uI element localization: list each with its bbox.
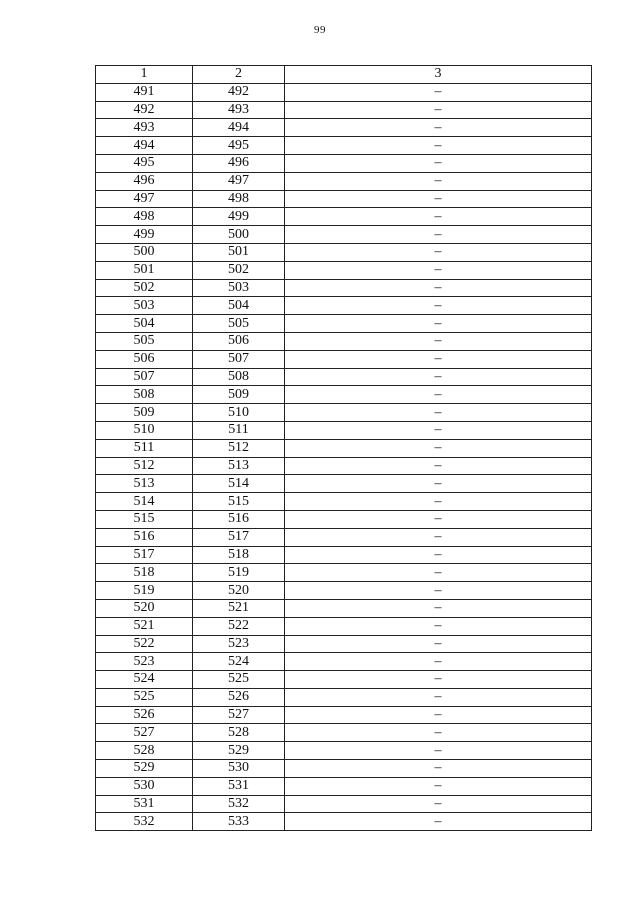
table-cell: 500 xyxy=(96,243,193,261)
table-row xyxy=(96,368,592,386)
table-cell: 511 xyxy=(96,439,193,457)
table-cell: – xyxy=(285,688,592,706)
table-cell: – xyxy=(285,653,592,671)
table-cell: 508 xyxy=(193,368,285,386)
table-cell: – xyxy=(285,742,592,760)
table-cell: – xyxy=(285,564,592,582)
table-row xyxy=(96,617,592,635)
table-row xyxy=(96,546,592,564)
table-cell: 518 xyxy=(96,564,193,582)
table-cell: – xyxy=(285,279,592,297)
table-cell: 502 xyxy=(193,261,285,279)
table-cell: 528 xyxy=(96,742,193,760)
table-row xyxy=(96,582,592,600)
table-cell: 492 xyxy=(96,101,193,119)
table-cell: – xyxy=(285,457,592,475)
table-cell: – xyxy=(285,795,592,813)
table-cell: 511 xyxy=(193,421,285,439)
table-cell: 499 xyxy=(96,226,193,244)
table-cell: 515 xyxy=(193,493,285,511)
table-cell: 512 xyxy=(96,457,193,475)
table-row xyxy=(96,243,592,261)
table-row xyxy=(96,564,592,582)
table-row xyxy=(96,671,592,689)
table-cell: 506 xyxy=(193,332,285,350)
table-row xyxy=(96,653,592,671)
table-cell: – xyxy=(285,617,592,635)
table-cell: – xyxy=(285,724,592,742)
table-cell: 510 xyxy=(96,421,193,439)
table-cell: 495 xyxy=(193,137,285,155)
table-row xyxy=(96,599,592,617)
table-cell: 519 xyxy=(193,564,285,582)
table-cell: 505 xyxy=(193,315,285,333)
table-cell: – xyxy=(285,208,592,226)
table-cell: 522 xyxy=(193,617,285,635)
table-row xyxy=(96,724,592,742)
table-cell: 497 xyxy=(96,190,193,208)
table-cell: 517 xyxy=(193,528,285,546)
data-table xyxy=(95,65,592,831)
table-cell: – xyxy=(285,439,592,457)
table-cell: 532 xyxy=(96,813,193,831)
table-cell: – xyxy=(285,261,592,279)
table-cell: 501 xyxy=(96,261,193,279)
table-row xyxy=(96,261,592,279)
table-cell: – xyxy=(285,172,592,190)
table-cell: – xyxy=(285,350,592,368)
table-cell: 496 xyxy=(96,172,193,190)
column-header: 3 xyxy=(285,66,592,84)
table-cell: 531 xyxy=(96,795,193,813)
table-cell: 523 xyxy=(193,635,285,653)
table-cell: 529 xyxy=(193,742,285,760)
table-cell: – xyxy=(285,546,592,564)
table-cell: 505 xyxy=(96,332,193,350)
table-cell: 522 xyxy=(96,635,193,653)
table-cell: – xyxy=(285,190,592,208)
table-cell: 514 xyxy=(193,475,285,493)
table-cell: – xyxy=(285,315,592,333)
table-cell: 516 xyxy=(96,528,193,546)
table-cell: – xyxy=(285,777,592,795)
table-cell: 517 xyxy=(96,546,193,564)
table-cell: 516 xyxy=(193,510,285,528)
table-cell: 493 xyxy=(96,119,193,137)
table-cell: 502 xyxy=(96,279,193,297)
table-row xyxy=(96,635,592,653)
table-row xyxy=(96,190,592,208)
table-cell: – xyxy=(285,671,592,689)
table-cell: 494 xyxy=(193,119,285,137)
table-row xyxy=(96,315,592,333)
table-cell: – xyxy=(285,760,592,778)
table-row xyxy=(96,706,592,724)
table-cell: – xyxy=(285,386,592,404)
table-cell: 521 xyxy=(96,617,193,635)
table-cell: 504 xyxy=(96,315,193,333)
table-cell: – xyxy=(285,368,592,386)
table-cell: 507 xyxy=(193,350,285,368)
table-cell: 492 xyxy=(193,83,285,101)
table-cell: 532 xyxy=(193,795,285,813)
table-cell: 509 xyxy=(193,386,285,404)
table-cell: 500 xyxy=(193,226,285,244)
table-row xyxy=(96,386,592,404)
table-cell: 498 xyxy=(96,208,193,226)
table-cell: 515 xyxy=(96,510,193,528)
table-cell: – xyxy=(285,137,592,155)
table-row xyxy=(96,475,592,493)
table-row xyxy=(96,493,592,511)
table-cell: – xyxy=(285,226,592,244)
table-cell: 495 xyxy=(96,154,193,172)
table-cell: 491 xyxy=(96,83,193,101)
table-cell: – xyxy=(285,510,592,528)
table-row xyxy=(96,154,592,172)
table-cell: – xyxy=(285,706,592,724)
table-body xyxy=(96,83,592,830)
table-cell: 503 xyxy=(96,297,193,315)
table-cell: 509 xyxy=(96,404,193,422)
table-cell: 528 xyxy=(193,724,285,742)
table-row xyxy=(96,297,592,315)
table-row xyxy=(96,528,592,546)
table-cell: 512 xyxy=(193,439,285,457)
table-cell: 513 xyxy=(96,475,193,493)
table-row xyxy=(96,742,592,760)
table-cell: – xyxy=(285,332,592,350)
table-cell: 518 xyxy=(193,546,285,564)
table-cell: – xyxy=(285,813,592,831)
table-cell: 524 xyxy=(193,653,285,671)
table-cell: 508 xyxy=(96,386,193,404)
table-row xyxy=(96,137,592,155)
table-cell: 504 xyxy=(193,297,285,315)
table-cell: 514 xyxy=(96,493,193,511)
table-cell: – xyxy=(285,243,592,261)
table-row xyxy=(96,332,592,350)
table-row xyxy=(96,760,592,778)
table-row xyxy=(96,457,592,475)
table-cell: 513 xyxy=(193,457,285,475)
table-row xyxy=(96,350,592,368)
table-row xyxy=(96,421,592,439)
table-cell: – xyxy=(285,83,592,101)
table-row xyxy=(96,777,592,795)
table-row xyxy=(96,279,592,297)
table-cell: 506 xyxy=(96,350,193,368)
table-row xyxy=(96,795,592,813)
table-cell: 533 xyxy=(193,813,285,831)
table-row xyxy=(96,404,592,422)
table-cell: 503 xyxy=(193,279,285,297)
table-cell: 521 xyxy=(193,599,285,617)
table-cell: – xyxy=(285,297,592,315)
table-row xyxy=(96,119,592,137)
table-cell: – xyxy=(285,421,592,439)
table-cell: – xyxy=(285,635,592,653)
table-cell: 519 xyxy=(96,582,193,600)
table-row xyxy=(96,83,592,101)
table-cell: 529 xyxy=(96,760,193,778)
table-cell: – xyxy=(285,599,592,617)
table-cell: – xyxy=(285,582,592,600)
table-cell: 530 xyxy=(96,777,193,795)
table-cell: 531 xyxy=(193,777,285,795)
table-cell: 507 xyxy=(96,368,193,386)
table-cell: – xyxy=(285,528,592,546)
table-cell: – xyxy=(285,119,592,137)
table-cell: 526 xyxy=(193,688,285,706)
table-cell: – xyxy=(285,154,592,172)
table-cell: 493 xyxy=(193,101,285,119)
column-header: 2 xyxy=(193,66,285,84)
table-cell: – xyxy=(285,404,592,422)
table-cell: 527 xyxy=(96,724,193,742)
table-cell: 525 xyxy=(193,671,285,689)
page-number: 99 xyxy=(314,24,326,36)
table-cell: 527 xyxy=(193,706,285,724)
table-cell: – xyxy=(285,101,592,119)
column-header: 1 xyxy=(96,66,193,84)
table-cell: 520 xyxy=(96,599,193,617)
table-cell: 499 xyxy=(193,208,285,226)
table-cell: 510 xyxy=(193,404,285,422)
table-cell: – xyxy=(285,475,592,493)
table-row xyxy=(96,439,592,457)
table-row xyxy=(96,208,592,226)
table-cell: 530 xyxy=(193,760,285,778)
table-cell: 494 xyxy=(96,137,193,155)
table-row xyxy=(96,101,592,119)
table-cell: 524 xyxy=(96,671,193,689)
table-row xyxy=(96,813,592,831)
table-cell: 523 xyxy=(96,653,193,671)
table-cell: – xyxy=(285,493,592,511)
table-row xyxy=(96,688,592,706)
table-cell: 501 xyxy=(193,243,285,261)
table-cell: 498 xyxy=(193,190,285,208)
table-cell: 526 xyxy=(96,706,193,724)
table-row xyxy=(96,226,592,244)
table-cell: 497 xyxy=(193,172,285,190)
table-cell: 520 xyxy=(193,582,285,600)
table-row xyxy=(96,510,592,528)
table-cell: 525 xyxy=(96,688,193,706)
table-header-row xyxy=(96,66,592,84)
table-row xyxy=(96,172,592,190)
table-cell: 496 xyxy=(193,154,285,172)
